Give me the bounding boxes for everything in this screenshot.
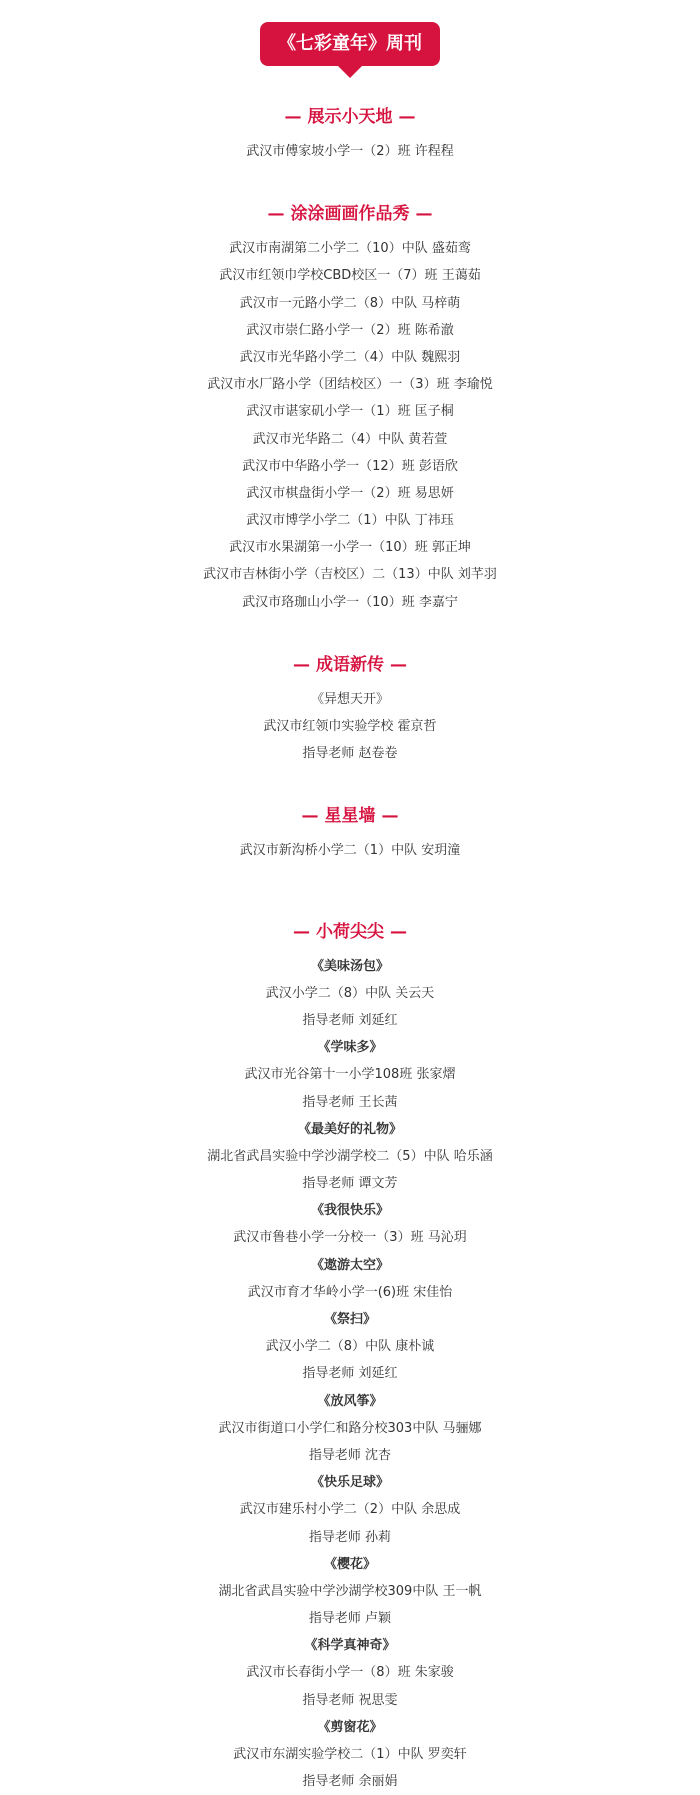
section-title-text: 小荷尖尖 <box>316 921 384 942</box>
section <box>0 193 700 616</box>
entry-line: 指导老师 卢颖 <box>308 1611 392 1627</box>
section-title-text: 成语新传 <box>316 654 384 675</box>
content <box>0 96 700 1795</box>
section <box>0 644 700 768</box>
title-dash-left: — <box>293 921 310 942</box>
section-spacer <box>0 767 700 795</box>
entry-line: 武汉小学二（8）中队 康朴诚 <box>265 1339 435 1355</box>
entry-line: 武汉市一元路小学二（8）中队 马梓萌 <box>239 295 461 311</box>
section-spacer <box>0 865 700 893</box>
title-dash-right: — <box>381 806 399 827</box>
entry-line: 指导老师 赵卷卷 <box>302 746 398 762</box>
section <box>0 96 700 165</box>
entry-line: 武汉市东湖实验学校二（1）中队 罗奕轩 <box>233 1747 467 1762</box>
work-title: 《祭扫》 <box>323 1312 376 1327</box>
entry-line: 湖北省武昌实验中学沙湖学校二（5）中队 哈乐涵 <box>207 1148 493 1164</box>
entry-line: 武汉市街道口小学仁和路分校303中队 马骊娜 <box>218 1420 482 1436</box>
entry-line: 武汉市红领巾实验学校 霍京哲 <box>263 719 437 734</box>
title-dash-left: — <box>267 204 285 225</box>
title-dash-right: — <box>398 107 416 127</box>
entry-line: 湖北省武昌实验中学沙湖学校309中队 王一帆 <box>218 1583 482 1599</box>
entry-line: 武汉市珞珈山小学一（10）班 李嘉宁 <box>242 594 458 610</box>
entry-line: 武汉市光华路二（4）中队 黄若萱 <box>252 431 448 447</box>
entry-line: 武汉小学二（8）中队 关云天 <box>265 985 435 1001</box>
entry-line: 武汉市鲁巷小学一分校一（3）班 马沁玥 <box>233 1230 467 1246</box>
entry-line: 武汉市光谷第十一小学108班 张家熠 <box>244 1067 456 1083</box>
section-title <box>0 193 700 235</box>
section-title <box>0 644 700 686</box>
entry-line: 指导老师 沈杏 <box>308 1447 392 1463</box>
section <box>0 911 700 1795</box>
entry-line: 指导老师 刘延红 <box>302 1366 398 1382</box>
section-title-text: 涂涂画画作品秀 <box>290 204 410 225</box>
section-title <box>0 911 700 953</box>
title-dash-left: — <box>293 654 310 675</box>
entry-line: 武汉市南湖第二小学二（10）中队 盛茹鸾 <box>229 241 471 257</box>
work-title: 《我很快乐》 <box>310 1203 389 1219</box>
title-dash-right: — <box>415 204 433 225</box>
entry-line: 武汉市红领巾学校CBD校区一（7）班 王蔼茹 <box>219 268 481 284</box>
title-dash-right: — <box>390 921 407 942</box>
entry-line: 武汉市中华路小学一（12）班 彭语欣 <box>242 458 458 474</box>
work-title: 《放风筝》 <box>317 1393 383 1409</box>
banner-pointer-icon <box>337 65 363 78</box>
section-title-text: 展示小天地 <box>307 107 393 127</box>
section-spacer <box>0 616 700 644</box>
entry-line: 武汉市新沟桥小学二（1）中队 安玥潼 <box>239 843 461 859</box>
entry-line: 指导老师 孙莉 <box>308 1529 392 1545</box>
banner-title: 《七彩童年》周刊 <box>278 33 422 54</box>
section-title-text: 星星墙 <box>324 806 376 827</box>
entry-line: 武汉市建乐村小学二（2）中队 余思成 <box>239 1502 461 1518</box>
banner <box>260 22 440 66</box>
section-spacer <box>0 893 700 911</box>
work-title: 《最美好的礼物》 <box>297 1121 402 1137</box>
title-dash-left: — <box>301 806 319 827</box>
work-title: 《快乐足球》 <box>310 1475 389 1491</box>
entry-line: 武汉市傅家坡小学一（2）班 许程程 <box>246 144 454 159</box>
entry-line: 武汉市长春街小学一（8）班 朱家骏 <box>246 1665 454 1681</box>
entry-line: 武汉市谌家矶小学一（1）班 匡子桐 <box>246 404 454 420</box>
work-title: 《学味多》 <box>317 1040 383 1056</box>
section-title <box>0 96 700 138</box>
entry-line: 武汉市吉林街小学（吉校区）二（13）中队 刘芊羽 <box>203 567 497 583</box>
entry-line: 指导老师 祝思雯 <box>302 1692 398 1708</box>
work-title: 《美味汤包》 <box>310 958 389 974</box>
section <box>0 795 700 864</box>
entry-line: 指导老师 谭文芳 <box>302 1176 398 1192</box>
entry-line: 武汉市棋盘街小学一（2）班 易思妍 <box>246 485 454 501</box>
entry-line: 武汉市水果湖第一小学一（10）班 郭正坤 <box>229 540 471 556</box>
entry-line: 指导老师 刘延红 <box>302 1012 398 1028</box>
title-dash-left: — <box>284 107 302 127</box>
section-spacer <box>0 165 700 193</box>
work-title: 《遨游太空》 <box>310 1257 389 1273</box>
entry-line: 武汉市崇仁路小学一（2）班 陈希澈 <box>246 322 454 338</box>
entry-line: 指导老师 余丽娟 <box>302 1774 398 1790</box>
entry-line: 武汉市水厂路小学（团结校区）一（3）班 李瑜悦 <box>207 377 493 393</box>
work-title: 《樱花》 <box>323 1556 376 1572</box>
work-title: 《科学真神奇》 <box>304 1638 396 1654</box>
title-dash-right: — <box>390 654 407 675</box>
entry-line: 《异想天开》 <box>310 691 389 707</box>
banner-wrap <box>0 22 700 66</box>
entry-line: 指导老师 王长茜 <box>302 1094 398 1110</box>
section-title <box>0 795 700 837</box>
entry-line: 武汉市育才华岭小学一(6)班 宋佳怡 <box>247 1284 453 1300</box>
entry-line: 武汉市光华路小学二（4）中队 魏熙羽 <box>239 349 461 365</box>
entry-line: 武汉市博学小学二（1）中队 丁祎珏 <box>246 513 454 529</box>
work-title: 《剪窗花》 <box>317 1719 383 1735</box>
